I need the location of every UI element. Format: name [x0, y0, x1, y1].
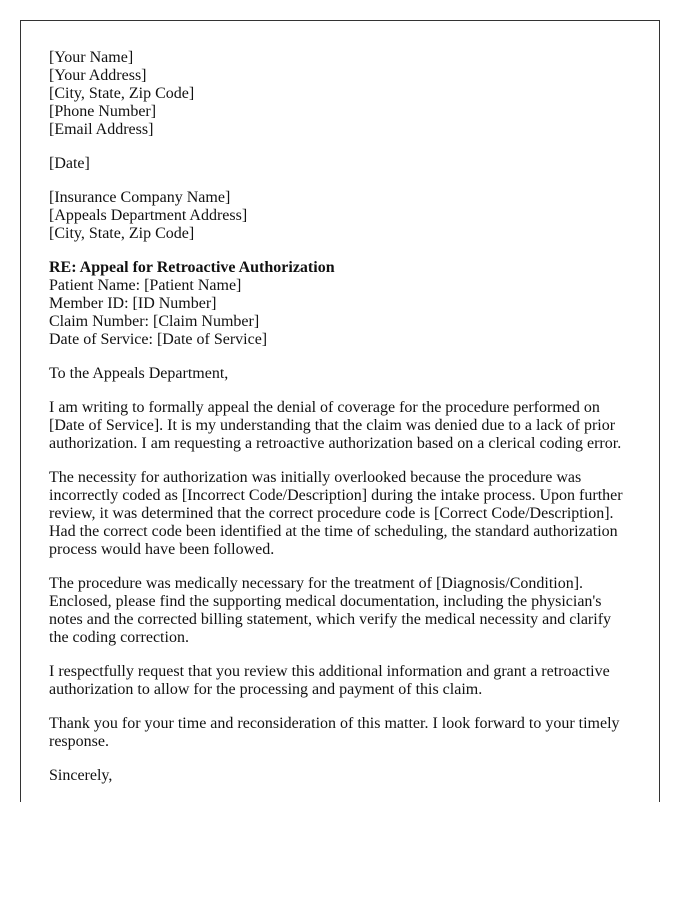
closing: Sincerely, [49, 767, 113, 784]
sender-address: [Your Address] [49, 67, 147, 84]
paragraph-line: The procedure was medically necessary for the treatment of [Diagnosis/Condition]. [49, 575, 584, 592]
date-block [49, 155, 639, 173]
subject-block [49, 259, 639, 349]
recipient-address-block [49, 189, 639, 243]
letter-content [49, 49, 639, 801]
re-line: RE: Appeal for Retroactive Authorization [49, 259, 335, 276]
claim-number: Claim Number: [Claim Number] [49, 313, 260, 330]
paragraph-line: notes and the corrected billing statement, which verify the medical necessity and clarify [49, 611, 612, 628]
paragraph-line: response. [49, 733, 109, 750]
paragraph-line: The necessity for authorization was initially overlooked because the procedure was [49, 469, 582, 486]
sender-phone: [Phone Number] [49, 103, 157, 120]
paragraph-line: authorization to allow for the processing and payment of this claim. [49, 681, 483, 698]
paragraph-line: Enclosed, please find the supporting medical documentation, including the physician's [49, 593, 602, 610]
paragraph-line: incorrectly coded as [Incorrect Code/Description] during the intake process. Upon further [49, 487, 623, 504]
paragraph-line: I am writing to formally appeal the denial of coverage for the procedure performed on [49, 399, 600, 416]
paragraph-thanks [49, 715, 639, 751]
recipient-city-state-zip: [City, State, Zip Code] [49, 225, 195, 242]
paragraph-line: Thank you for your time and reconsideration of this matter. I look forward to your timely [49, 715, 620, 732]
paragraph-coding-error [49, 469, 639, 559]
paragraph-line: process would have been followed. [49, 541, 275, 558]
paragraph-line: Had the correct code been identified at the time of scheduling, the standard authorization [49, 523, 618, 540]
letter-date: [Date] [49, 155, 90, 172]
sender-city-state-zip: [City, State, Zip Code] [49, 85, 195, 102]
recipient-address: [Appeals Department Address] [49, 207, 248, 224]
paragraph-line: [Date of Service]. It is my understanding that the claim was denied due to a lack of prior [49, 417, 616, 434]
paragraph-line: review, it was determined that the correct procedure code is [Correct Code/Description]. [49, 505, 614, 522]
recipient-company: [Insurance Company Name] [49, 189, 231, 206]
paragraph-medical-necessity [49, 575, 639, 647]
paragraph-intro [49, 399, 639, 453]
sender-address-block [49, 49, 639, 139]
sender-name: [Your Name] [49, 49, 134, 66]
paragraph-line: authorization. I am requesting a retroactive authorization based on a clerical coding error. [49, 435, 622, 452]
date-of-service: Date of Service: [Date of Service] [49, 331, 268, 348]
paragraph-line: the coding correction. [49, 629, 189, 646]
paragraph-request [49, 663, 639, 699]
sender-email: [Email Address] [49, 121, 154, 138]
patient-name: Patient Name: [Patient Name] [49, 277, 242, 294]
salutation: To the Appeals Department, [49, 365, 229, 382]
member-id: Member ID: [ID Number] [49, 295, 217, 312]
paragraph-line: I respectfully request that you review this additional information and grant a retroactive [49, 663, 610, 680]
letter-page [20, 20, 660, 802]
